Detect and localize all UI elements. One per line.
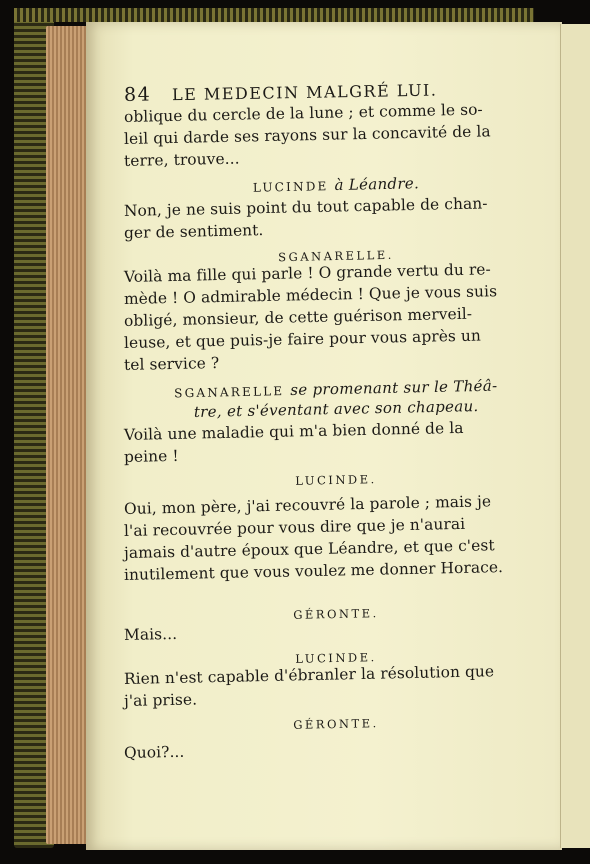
speaker-name: LUCINDE [252,179,329,195]
speaker-name: LUCINDE. [295,650,377,666]
text-line: Oui, mon père, j'ai recouvré la parole ; mais je [123,492,492,518]
facing-page-edge [560,24,590,848]
stage-direction: à Léandre. [334,174,420,195]
text-line: peine ! [123,446,179,466]
text-line: leil qui darde ses rayons sur la concavité de la [123,122,491,148]
text-line: j'ai prise. [123,690,198,710]
text-line: jamais d'autre époux que Léandre, et que c'est [123,536,495,562]
text-line: Non, je ne suis point du tout capable de chan- [123,194,488,220]
page-number: 84 [123,83,152,106]
book-binding-top [14,8,534,22]
stage-direction: se promenant sur le Théâ- [290,376,498,399]
text-line: ger de sentiment. [123,221,264,242]
text-line: tel service ? [123,354,220,374]
speaker-name: SGANARELLE. [278,247,394,265]
text-line: Voilà ma fille qui parle ! O grande vertu du re- [123,260,492,286]
text-line: l'ai recouvrée pour vous dire que je n'aurai [123,514,466,540]
stage-direction: tre, et s'éventant avec son chapeau. [193,397,479,421]
text-line: Rien n'est capable d'ébranler la résolution que [123,662,495,688]
speaker-name: SGANARELLE [174,384,285,401]
text-line: leuse, et que puis-je faire pour vous après un [123,326,482,352]
text-line: mède ! O admirable médecin ! Que je vous suis [123,282,498,308]
text-line: Quoi?... [123,742,185,762]
text-line: oblique du cercle de la lune ; et comme le so- [123,100,483,126]
text-line: Voilà une maladie qui m'a bien donné de la [123,418,464,444]
speaker-name: GÉRONTE. [293,606,379,622]
speaker-name: LUCINDE. [295,472,377,488]
running-title: LE MEDECIN MALGRÉ LUI. [171,80,438,105]
text-line: Mais... [123,624,178,644]
speaker-name: GÉRONTE. [293,716,379,732]
text-line: terre, trouve... [123,149,240,170]
page-text [123,80,548,764]
text-line: inutilement que vous voulez me donner Horace. [123,558,504,584]
text-line: obligé, monsieur, de cette guérison merveil- [123,304,473,330]
